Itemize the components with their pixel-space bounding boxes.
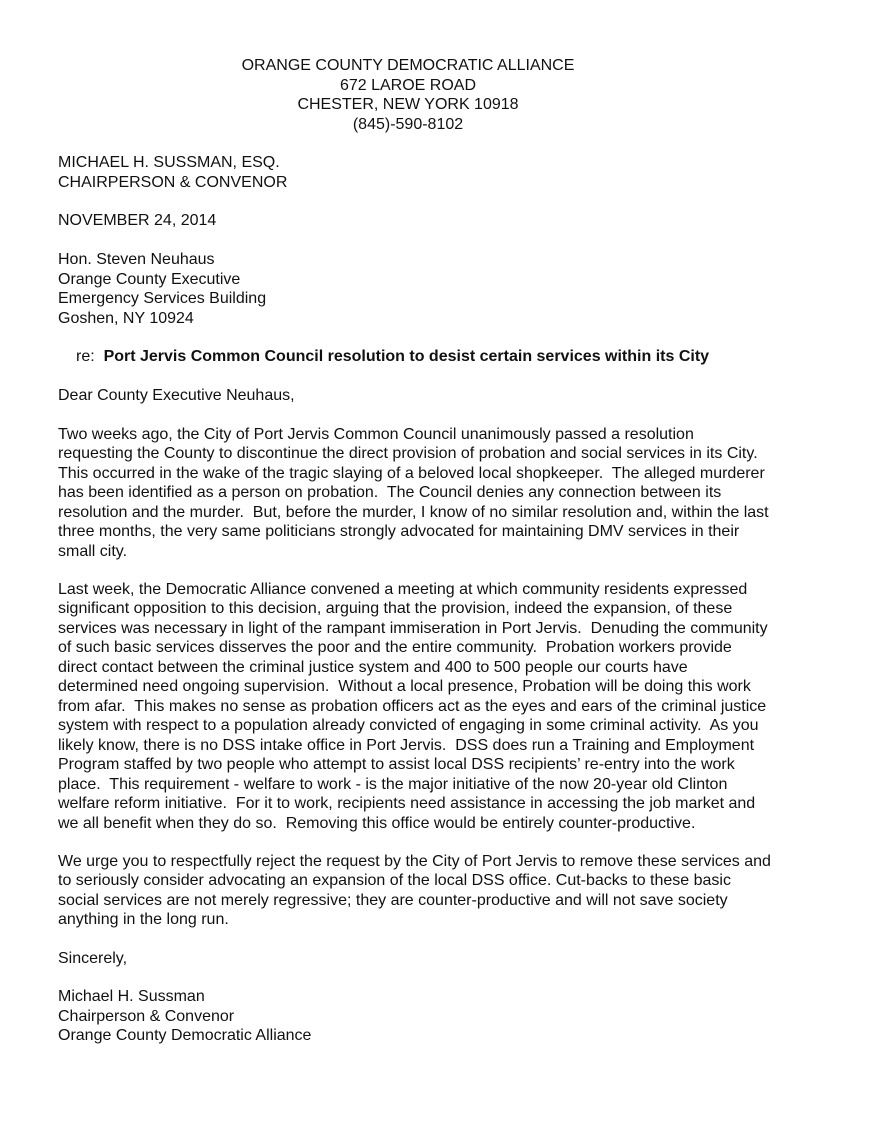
sender-title: CHAIRPERSON & CONVENOR xyxy=(58,173,288,191)
body-line: This occurred in the wake of the tragic slaying of a beloved local shopkeeper. The alleged murderer xyxy=(58,464,765,482)
body-line: three months, the very same politicians strongly advocated for maintaining DMV services in their xyxy=(58,523,740,540)
body-line: social services are not merely regressive; they are counter-productive and will not save society xyxy=(58,891,728,909)
salutation: Dear County Executive Neuhaus, xyxy=(58,387,295,404)
body-line: welfare reform initiative. For it to work, recipients need assistance in accessing the job market and xyxy=(58,795,756,812)
body-line: to seriously consider advocating an expansion of the local DSS office. Cut-backs to these basic xyxy=(58,872,731,889)
signature-org: Orange County Democratic Alliance xyxy=(58,1027,312,1044)
letterhead-org: ORANGE COUNTY DEMOCRATIC ALLIANCE xyxy=(241,57,575,74)
signature-name: Michael H. Sussman xyxy=(58,988,205,1005)
body-line: determined need ongoing supervision. Without a local presence, Probation will be doing this work xyxy=(58,678,751,695)
signature-title: Chairperson & Convenor xyxy=(58,1007,235,1025)
body-line: We urge you to respectfully reject the request by the City of Port Jervis to remove these services and xyxy=(58,852,771,870)
body-line: Program staffed by two people who attempt to assist local DSS recipients’ re-entry into the work xyxy=(58,756,735,773)
body-line: place. This requirement - welfare to work - is the major initiative of the now 20-year old Clinton xyxy=(58,775,728,793)
sender-name: MICHAEL H. SUSSMAN, ESQ. xyxy=(58,154,280,171)
recipient-city: Goshen, NY 10924 xyxy=(58,309,194,327)
recipient-building: Emergency Services Building xyxy=(58,290,267,307)
body-line: likely know, there is no DSS intake office in Port Jervis. DSS does run a Training and Employment xyxy=(58,736,755,754)
letterhead-street: 672 LAROE ROAD xyxy=(339,76,477,94)
body-line: small city. xyxy=(58,542,128,560)
body-line: we all benefit when they do so. Removing this office would be entirely counter-productive. xyxy=(58,814,696,832)
body-line: direct contact between the criminal justice system and 400 to 500 people our courts have xyxy=(58,658,688,676)
re-subject: Port Jervis Common Council resolution to desist certain services within its City xyxy=(103,348,710,365)
re-line xyxy=(76,347,709,367)
body-line: services was necessary in light of the rampant immiseration in Port Jervis. Denuding the community xyxy=(58,619,768,637)
body-line: requesting the County to discontinue the direct provision of probation and social services in its City. xyxy=(58,445,758,462)
body-line: significant opposition to this decision, arguing that the provision, indeed the expansion, of these xyxy=(58,600,733,617)
recipient-name: Hon. Steven Neuhaus xyxy=(58,251,215,268)
body-line: of such basic services disserves the poor and the entire community. Probation workers provide xyxy=(58,639,732,656)
body-line: from afar. This makes no sense as probation officers act as the eyes and ears of the criminal justice xyxy=(58,697,767,715)
body-line: has been identified as a person on probation. The Council denies any connection between its xyxy=(58,484,722,501)
letterhead-phone: (845)-590-8102 xyxy=(352,115,464,133)
closing: Sincerely, xyxy=(58,949,128,967)
letter-date: NOVEMBER 24, 2014 xyxy=(58,212,217,229)
body-line: Two weeks ago, the City of Port Jervis Common Council unanimously passed a resolution xyxy=(58,425,694,443)
re-prefix: re: xyxy=(76,348,95,365)
body-line: resolution and the murder. But, before the murder, I know of no similar resolution and, within the last xyxy=(58,503,769,521)
recipient-title: Orange County Executive xyxy=(58,270,241,288)
body-line: anything in the long run. xyxy=(58,911,229,928)
body-line: system with respect to a population already convicted of engaging in some criminal activity. As you xyxy=(58,717,759,734)
letterhead-city: CHESTER, NEW YORK 10918 xyxy=(297,96,519,113)
body-line: Last week, the Democratic Alliance convened a meeting at which community residents expressed xyxy=(58,580,748,598)
